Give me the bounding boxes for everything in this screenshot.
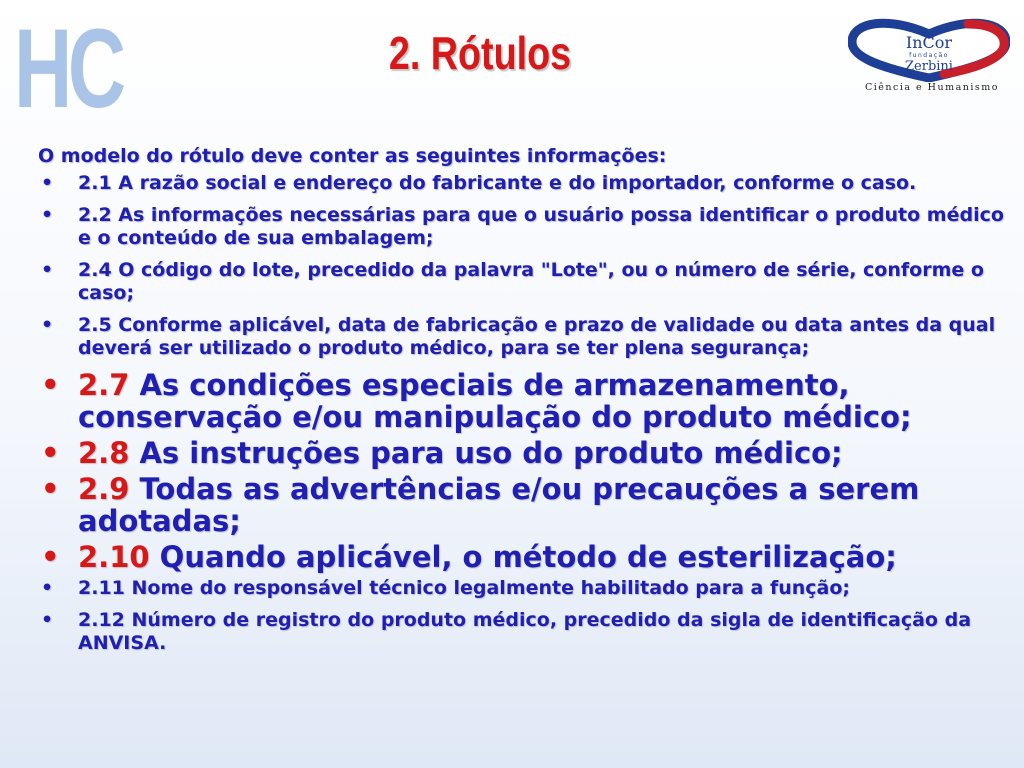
item-text: 2.5 Conforme aplicável, data de fabricação e prazo de validade ou data antes da qual deverá ser utilizado o produto médico, para se ter plena segurança; [78, 314, 996, 359]
item-text: As instruções para uso do produto médico; [139, 436, 843, 470]
logo-line2: fundação [909, 52, 949, 59]
item-text: 2.12 Número de registro do produto médico, precedido da sigla de identificação da ANVISA. [78, 609, 972, 654]
item-text: Quando aplicável, o método de esterilização; [159, 540, 897, 574]
bullet-icon: • [41, 172, 54, 194]
item-number: 2.10 [78, 540, 150, 574]
bullet-icon: • [41, 314, 54, 336]
bullet-icon: • [41, 368, 60, 402]
bullet-icon: • [41, 609, 54, 631]
item-text: As condições especiais de armazenamento, conservação e/ou manipulação do produto médico; [78, 368, 912, 434]
bullet-icon: • [41, 259, 54, 281]
list-item [38, 259, 1008, 305]
bullet-icon: • [41, 436, 60, 470]
logo-line3: Zerbini [905, 59, 953, 74]
item-text: 2.2 As informações necessárias para que o usuário possa identificar o produto médico e o conteúdo de sua embalagem; [78, 204, 1004, 249]
slide-title: 2. Rótulos [388, 27, 572, 79]
bullet-icon: • [41, 204, 54, 226]
list-item-highlight [38, 437, 1008, 469]
bullet-icon: • [41, 472, 60, 506]
list-item [38, 609, 1008, 655]
list-item-highlight [38, 473, 1008, 537]
bullet-icon: • [41, 577, 54, 599]
heart-emblem-icon [848, 12, 1010, 82]
logo-line1: InCor [905, 33, 953, 52]
item-text: 2.1 A razão social e endereço do fabricante e do importador, conforme o caso. [78, 172, 917, 194]
intro-text: O modelo do rótulo deve conter as seguintes informações: [38, 145, 667, 167]
list-item-highlight [38, 369, 1008, 433]
item-text: 2.11 Nome do responsável técnico legalmente habilitado para a função; [78, 577, 850, 599]
item-number: 2.7 [78, 368, 130, 402]
list-item [38, 577, 1008, 600]
list-item [38, 172, 1008, 195]
hc-logo: HC [14, 6, 122, 131]
item-text: Todas as advertências e/ou precauções a serem adotadas; [78, 472, 920, 538]
slide-body [38, 146, 1008, 664]
list-item-highlight [38, 541, 1008, 573]
item-number: 2.9 [78, 472, 130, 506]
item-number: 2.8 [78, 436, 130, 470]
item-text: 2.4 O código do lote, precedido da palavra "Lote", ou o número de série, conforme o caso; [78, 259, 984, 304]
logo-tagline: Ciência e Humanismo [864, 82, 1000, 93]
list-item [38, 314, 1008, 360]
bullet-list [38, 172, 1008, 655]
list-item [38, 204, 1008, 250]
bullet-icon: • [41, 540, 60, 574]
